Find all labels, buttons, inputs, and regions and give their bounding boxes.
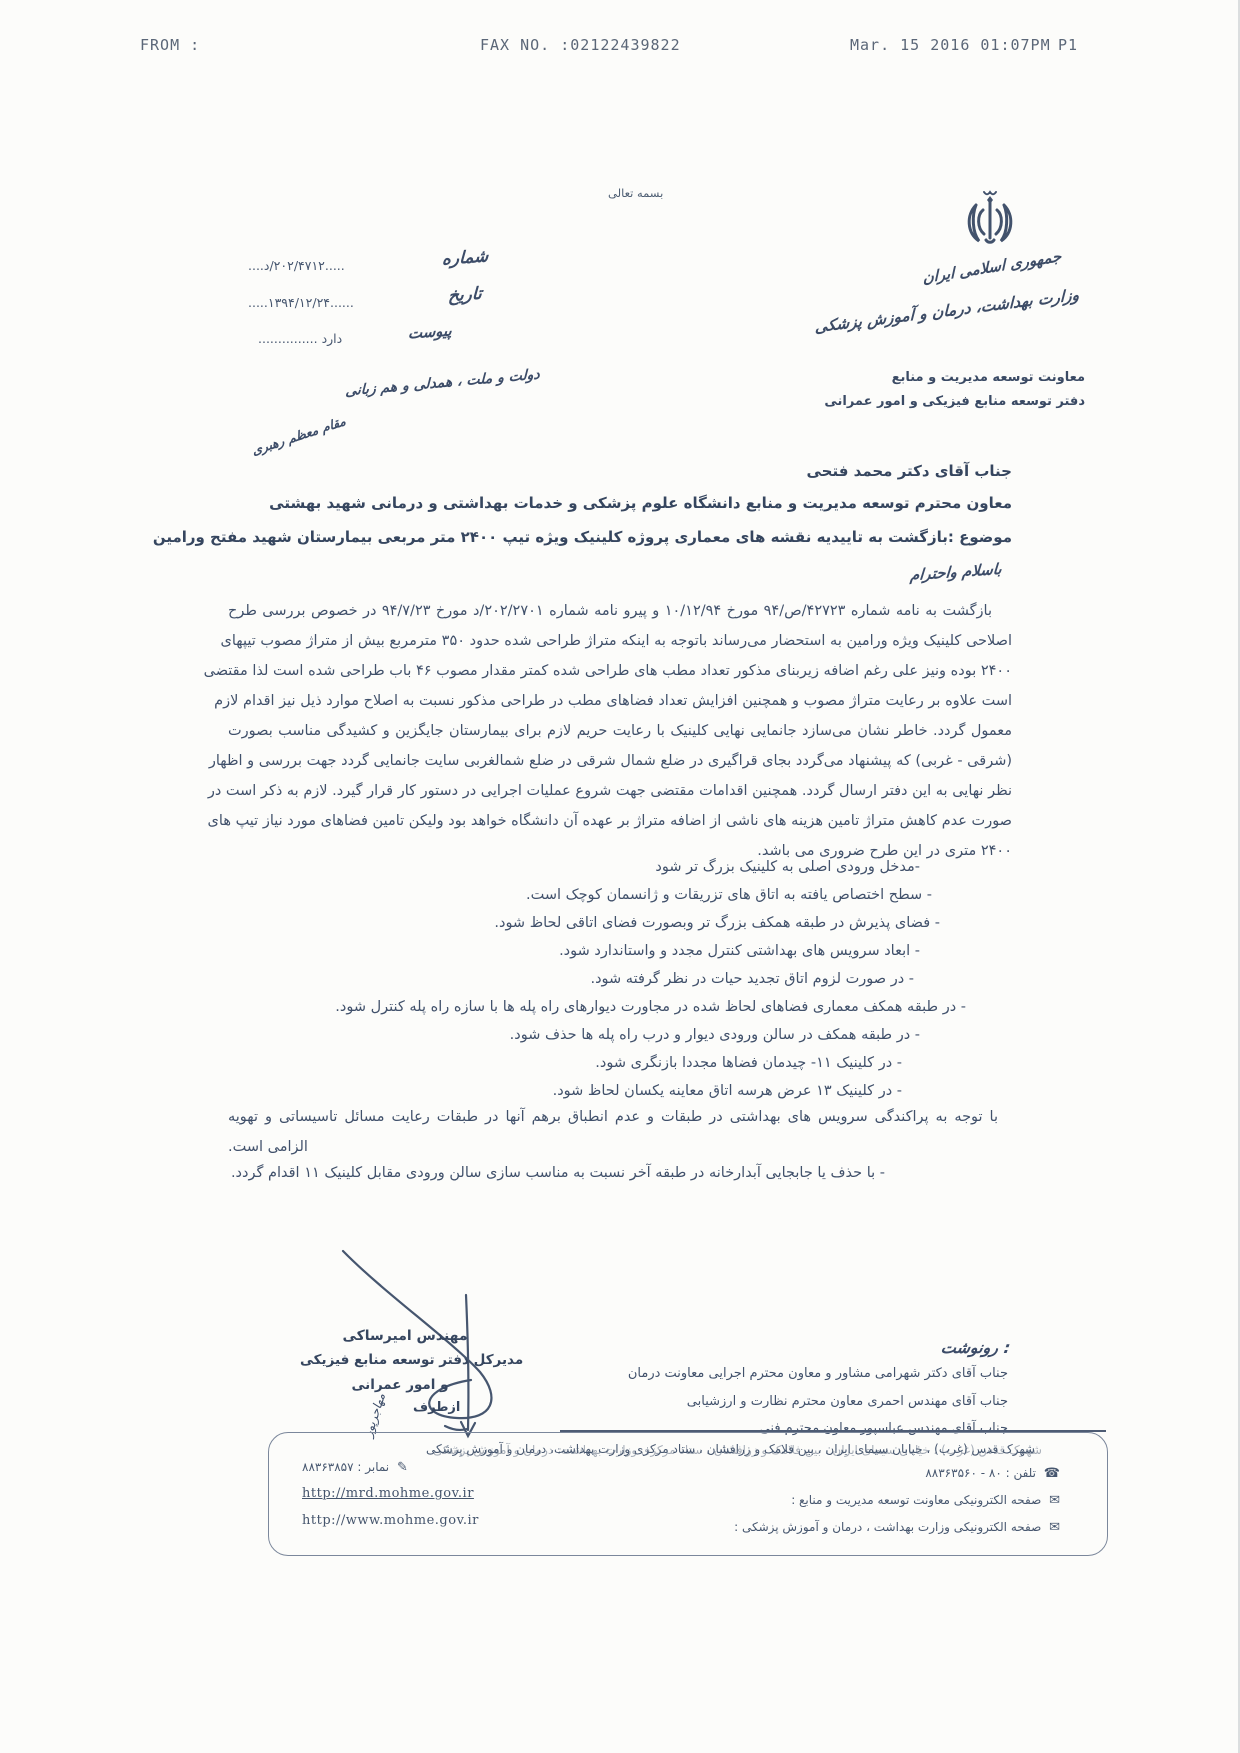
salutation: باسلام واحترام bbox=[909, 559, 1003, 585]
body-line: نظر نهایی به این دفتر ارسال گردد. همچنین اقدامات مقتضی جهت شروع عملیات اجرایی در دستور کار قرار گیرد. لازم به ذکر است در bbox=[207, 783, 1012, 799]
body-paragraph bbox=[203, 596, 1012, 866]
list-item: - در طبقه همکف معماری فضاهای لحاظ شده در مجاورت دیوارهای راه پله ها با سازه راه پله کنترل شود. bbox=[335, 999, 966, 1015]
slogan-attribution: مقام معظم رهبری bbox=[250, 413, 347, 458]
ref-attachment-value: دارد ............... bbox=[258, 331, 343, 346]
reference-fields bbox=[230, 245, 530, 365]
signer-name: مهندس امیرساکی bbox=[342, 1328, 468, 1344]
closing-paragraph bbox=[228, 1102, 1012, 1162]
recipient-name-text: جناب آقای دکتر محمد فتحی bbox=[806, 462, 1012, 480]
iran-emblem-icon bbox=[960, 188, 1020, 252]
footer-fax-number: نمابر : ۸۸۳۶۳۸۵۷ bbox=[302, 1460, 390, 1474]
closing-line: الزامی است. bbox=[228, 1139, 308, 1155]
footer-site2-label: صفحه الکترونیکی وزارت بهداشت ، درمان و آموزش پزشکی : bbox=[734, 1520, 1042, 1534]
ref-date-label: تاریخ bbox=[447, 283, 483, 307]
footer-phone-number: تلفن : ۸۰ - ۸۸۳۶۳۵۶۰ bbox=[925, 1466, 1036, 1480]
copy-item: جناب آقای مهندس احمری معاون محترم نظارت و ارزشیابی bbox=[686, 1394, 1008, 1409]
envelope-icon: ✉ bbox=[1049, 1493, 1060, 1508]
ref-number-value: ....د/۲۰۲/۴۷۱۲..... bbox=[248, 258, 345, 273]
ref-date-value: .....۱۳۹۴/۱۲/۲۴...... bbox=[248, 295, 354, 310]
footer-site1-row bbox=[791, 1493, 1060, 1508]
subject-text: موضوع :بازگشت به تاییدیه نقشه های معماری پروژه کلینیک ویژه تیپ ۲۴۰۰ متر مربعی بیمارستان شهید مفتح ورامین bbox=[152, 528, 1012, 546]
recipient-title-text: معاون محترم توسعه مدیریت و منابع دانشگاه علوم پزشکی و خدمات بهداشتی و درمانی شهید بهشتی bbox=[269, 494, 1012, 512]
list-item: -مدخل ورودی اصلی به کلینیک بزرگ تر شود bbox=[655, 859, 920, 875]
on-behalf-signature: مهاجرپور bbox=[360, 1391, 389, 1439]
footer-box-top-line bbox=[560, 1430, 1106, 1432]
footer-site1-label: صفحه الکترونیکی معاونت توسعه مدیریت و منابع : bbox=[791, 1493, 1042, 1507]
list-item: - در طبقه همکف در سالن ورودی دیوار و درب راه پله ها حذف شود. bbox=[509, 1027, 920, 1043]
list-item: - فضای پذیرش در طبقه همکف بزرگ تر وبصورت فضای اتاقی لحاظ شود. bbox=[494, 915, 940, 931]
besmellah-text: بسمه تعالی bbox=[608, 186, 664, 200]
on-behalf-label: ازطرف bbox=[413, 1400, 461, 1415]
recipient-title bbox=[228, 494, 1012, 512]
recipient-name bbox=[228, 462, 1012, 480]
ref-number-label: شماره bbox=[441, 246, 489, 270]
fax-number-header: FAX NO. :02122439822 bbox=[480, 36, 681, 54]
fax-from-label: FROM : bbox=[140, 36, 201, 54]
closing-line: با توجه به پراکندگی سرویس های بهداشتی در طبقات و عدم انطباق برهم آنها در طبقات رعایت مسائل تاسیساتی و تهویه bbox=[228, 1109, 998, 1125]
letterhead-office-line: دفتر توسعه منابع فیزیکی و امور عمرانی bbox=[824, 394, 1085, 409]
footer-url-main: http://www.mohme.gov.ir bbox=[302, 1513, 479, 1528]
body-line: معمول گردد. خاطر نشان می‌سازد جانمایی نهایی کلینیک با رعایت حریم لازم برای بیمارستان جایگزین و کشیدگی مناسب بصورت bbox=[228, 723, 1012, 739]
body-line: ۲۴۰۰ بوده ونیز علی رغم اضافه زیربنای مذکور تعداد مطب های طراحی شده کمتر مقدار مصوب ۴۶ باب طراحی شده است لذا مقتضی bbox=[203, 663, 1012, 679]
list-item: - در کلینیک ۱۳ عرض هرسه اتاق معاینه یکسان لحاظ شود. bbox=[552, 1083, 902, 1099]
body-line: است علاوه بر رعایت متراژ مصوب و همچنین افزایش تعداد فضاهای مطب در طراحی مذکور نسبت به اصلاح موارد ذیل نیز اقدام لازم bbox=[214, 693, 1012, 709]
copies-label: رونوشت : bbox=[939, 1338, 1012, 1357]
fax-transmission-header bbox=[0, 36, 1240, 56]
subject-line bbox=[152, 528, 1012, 546]
copy-item: جناب آقای مهندس عباسپور معاون محترم فنی bbox=[759, 1421, 1008, 1436]
fax-datetime: Mar. 15 2016 01:07PM bbox=[850, 36, 1051, 54]
body-line: اصلاحی کلینیک ویژه ورامین به استحضار می‌رساند باتوجه به اینکه متراژ طراحی شده حدود ۳۵۰ مترمربع بیش از متراژ مصوب تیپهای bbox=[220, 633, 1012, 649]
list-item: - سطح اختصاص یافته به اتاق های تزریقات و ژانسمان کوچک است. bbox=[525, 887, 932, 903]
footer-site2-row bbox=[734, 1520, 1060, 1535]
corrections-list bbox=[228, 853, 1012, 1105]
body-line: بازگشت به نامه شماره ۴۲۷۲۳/ص/۹۴ مورخ ۱۰/۱۲/۹۴ و پیرو نامه شماره ۲۰۲/۲۷۰۱/د مورخ ۹۴/۷/۲۳ در خصوص بررسی طرح bbox=[228, 603, 992, 619]
fax-page-number: P1 bbox=[1058, 36, 1079, 54]
copy-item: جناب آقای دکتر شهرامی مشاور و معاون محترم اجرایی معاونت درمان bbox=[627, 1366, 1008, 1381]
ref-attachment-label: پیوست bbox=[407, 321, 453, 343]
footer-phone-row bbox=[925, 1466, 1060, 1481]
body-line: ۲۴۰۰ متری در این طرح ضروری می باشد. bbox=[757, 843, 1012, 859]
footer-url-mrd: http://mrd.mohme.gov.ir bbox=[302, 1486, 474, 1501]
list-item: - در کلینیک ۱۱- چیدمان فضاها مجددا بازنگری شود. bbox=[595, 1055, 902, 1071]
body-line: صورت عدم کاهش متراژ تامین هزینه های ناشی از اضافه متراژ بر عهده آن دانشگاه خواهد بود ولیکن تامین فضاهای مورد نیاز تیپ های bbox=[207, 813, 1012, 829]
phone-icon: ☎ bbox=[1043, 1466, 1060, 1481]
pen-icon: ✎ bbox=[396, 1460, 408, 1475]
final-bullet bbox=[228, 1158, 1012, 1188]
letterhead-ministry-calligraphy: وزارت بهداشت، درمان و آموزش پزشکی bbox=[814, 285, 1080, 337]
slogan-stamp: دولت و ملت ، همدلی و هم زبانی bbox=[345, 366, 540, 400]
letterhead-country-calligraphy: جمهوری اسلامی ایران bbox=[922, 246, 1062, 288]
list-item: - در صورت لزوم اتاق تجدید حیات در نظر گرفته شود. bbox=[590, 971, 914, 987]
body-line: (شرقی - غربی) که پیشنهاد می‌گردد بجای قراگیری در ضلع شمال شرقی در ضلع شمالغربی سایت جانمایی گردد جهت بررسی و اظهار bbox=[208, 753, 1012, 769]
list-item: - با حذف یا جابجایی آبدارخانه در طبقه آخر نسبت به مناسب سازی سالن ورودی مقابل کلینیک ۱۱ اقدام گردد. bbox=[230, 1165, 885, 1181]
footer-address: شهرک قدس (غرب) ، خیابان سیمای ایران ، بین فلامک و زرافشان ، ستاد مرکزی وزارت بهداشت، درمان و آموزش پزشکی bbox=[425, 1442, 1035, 1456]
envelope-icon: ✉ bbox=[1049, 1520, 1060, 1535]
letterhead-deputyship-line: معاونت توسعه مدیریت و منابع bbox=[891, 370, 1085, 385]
footer-fax-row bbox=[302, 1460, 408, 1475]
signer-title-line2: و امور عمرانی bbox=[351, 1377, 449, 1393]
list-item: - ابعاد سرویس های بهداشتی کنترل مجدد و واستاندارد شود. bbox=[559, 943, 920, 959]
signer-title-line1: مدیرکل دفتر توسعه منابع فیزیکی bbox=[300, 1352, 524, 1368]
